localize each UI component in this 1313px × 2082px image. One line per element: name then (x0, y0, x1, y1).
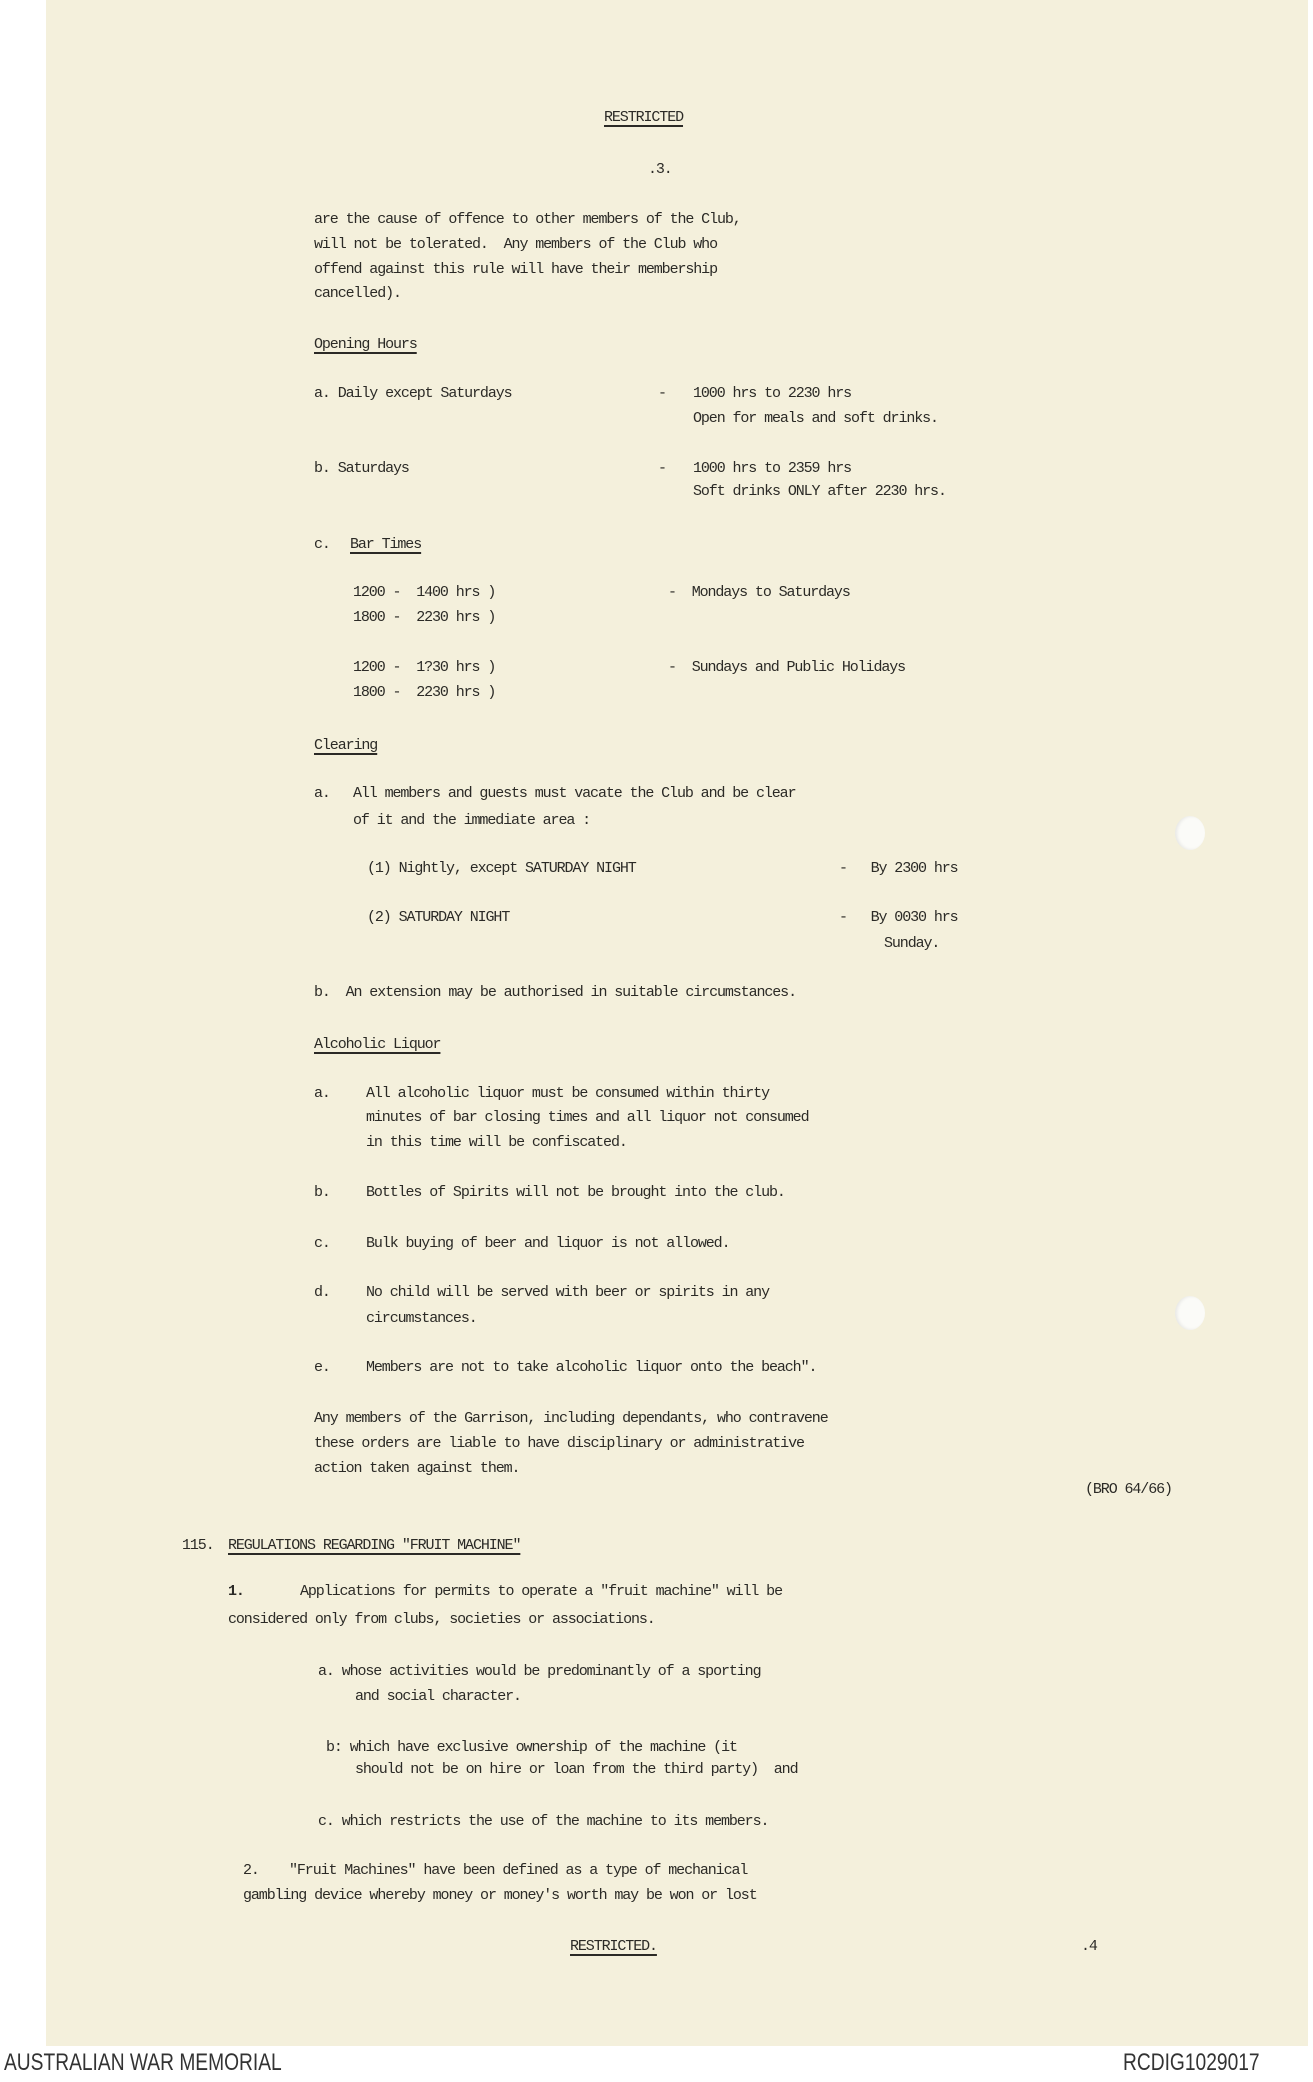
intro-line: offend against this rule will have their membership (314, 261, 717, 278)
liquor-item-line: No child will be served with beer or spirits in any (366, 1284, 769, 1301)
paragraph-line: "Fruit Machines" have been defined as a type of mechanical (289, 1862, 748, 1879)
daily-note: Open for meals and soft drinks. (693, 410, 938, 427)
sub-item-line: should not be on hire or loan from the third party) and (355, 1761, 798, 1778)
clearing-item-label: (2) SATURDAY NIGHT (367, 909, 510, 926)
paragraph-line: Applications for permits to operate a "fruit machine" will be (300, 1583, 782, 1600)
liquor-item-line: minutes of bar closing times and all liquor not consumed (366, 1109, 809, 1126)
liquor-item-prefix: e. (314, 1359, 330, 1376)
clearing-item-time: - By 2300 hrs (839, 860, 958, 877)
section-heading: REGULATIONS REGARDING "FRUIT MACHINE" (228, 1537, 521, 1554)
intro-line: are the cause of offence to other members of the Club, (314, 211, 741, 228)
bar-time: 1800 - 2230 hrs ) (353, 684, 496, 701)
liquor-item-prefix: b. (314, 1184, 330, 1201)
liquor-item-prefix: d. (314, 1284, 330, 1301)
paragraph-number: 2. (243, 1862, 259, 1879)
bar-days: - Sundays and Public Holidays (668, 659, 906, 676)
record-id: RCDIG1029017 (1123, 2049, 1260, 2076)
daily-time: 1000 hrs to 2230 hrs (693, 385, 852, 402)
opening-hours-heading: Opening Hours (314, 336, 417, 353)
liquor-item-line: Bottles of Spirits will not be brought into the club. (366, 1184, 785, 1201)
sub-item-line: a. whose activities would be predominantly of a sporting (318, 1663, 761, 1680)
paragraph-line: considered only from clubs, societies or associations. (228, 1611, 655, 1628)
clearing-b: b. An extension may be authorised in suitable circumstances. (314, 984, 796, 1001)
liquor-item-line: Bulk buying of beer and liquor is not allowed. (366, 1235, 730, 1252)
alcoholic-liquor-heading: Alcoholic Liquor (314, 1036, 441, 1053)
closing-line: these orders are liable to have disciplinary or administrative (314, 1435, 804, 1452)
saturdays-note: Soft drinks ONLY after 2230 hrs. (693, 483, 946, 500)
punch-hole (1175, 1296, 1205, 1330)
paragraph-line: gambling device whereby money or money's worth may be won or lost (243, 1887, 757, 1904)
closing-line: Any members of the Garrison, including dependants, who contravene (314, 1410, 828, 1427)
paragraph-number: 1. (228, 1583, 244, 1600)
dash: - (658, 385, 666, 402)
clearing-a-line: All members and guests must vacate the Club and be clear (353, 785, 796, 802)
daily-label: a. Daily except Saturdays (314, 385, 512, 402)
clearing-a-line: of it and the immediate area : (353, 812, 591, 829)
saturdays-time: 1000 hrs to 2359 hrs (693, 460, 852, 477)
section-number: 115. (182, 1537, 214, 1554)
sub-item-line: and social character. (355, 1688, 521, 1705)
bar-time: 1200 - 1?30 hrs ) (353, 659, 496, 676)
intro-line: will not be tolerated. Any members of the Club who (314, 236, 717, 253)
clearing-item-label: (1) Nightly, except SATURDAY NIGHT (367, 860, 636, 877)
clearing-item-time: - By 0030 hrs (839, 909, 958, 926)
intro-line: cancelled). (314, 285, 401, 302)
clearing-heading: Clearing (314, 737, 378, 754)
institution-name: AUSTRALIAN WAR MEMORIAL (4, 2049, 282, 2076)
saturdays-label: b. Saturdays (314, 460, 409, 477)
clearing-a-prefix: a. (314, 785, 330, 802)
closing-line: action taken against them. (314, 1460, 520, 1477)
page-number: .3. (648, 161, 672, 178)
liquor-item-line: in this time will be confiscated. (366, 1134, 627, 1151)
clearing-item-day: Sunday. (884, 935, 940, 952)
bar-time: 1800 - 2230 hrs ) (353, 609, 496, 626)
sub-item-line: c. which restricts the use of the machine to its members. (318, 1813, 769, 1830)
liquor-item-prefix: a. (314, 1085, 330, 1102)
reference: (BRO 64/66) (1085, 1481, 1172, 1498)
next-page-number: .4 (1081, 1938, 1097, 1955)
bar-times-heading: Bar Times (350, 536, 422, 553)
classification-footer: RESTRICTED. (570, 1938, 657, 1955)
classification-header: RESTRICTED (604, 109, 684, 126)
liquor-item-line: circumstances. (366, 1310, 477, 1327)
liquor-item-prefix: c. (314, 1235, 330, 1252)
liquor-item-line: All alcoholic liquor must be consumed within thirty (366, 1085, 769, 1102)
bar-times-prefix: c. (314, 536, 330, 553)
bar-time: 1200 - 1400 hrs ) (353, 584, 496, 601)
sub-item-line: b: which have exclusive ownership of the machine (it (326, 1739, 737, 1756)
dash: - (658, 460, 666, 477)
punch-hole (1175, 816, 1205, 850)
liquor-item-line: Members are not to take alcoholic liquor onto the beach". (366, 1359, 817, 1376)
bar-days: - Mondays to Saturdays (668, 584, 850, 601)
